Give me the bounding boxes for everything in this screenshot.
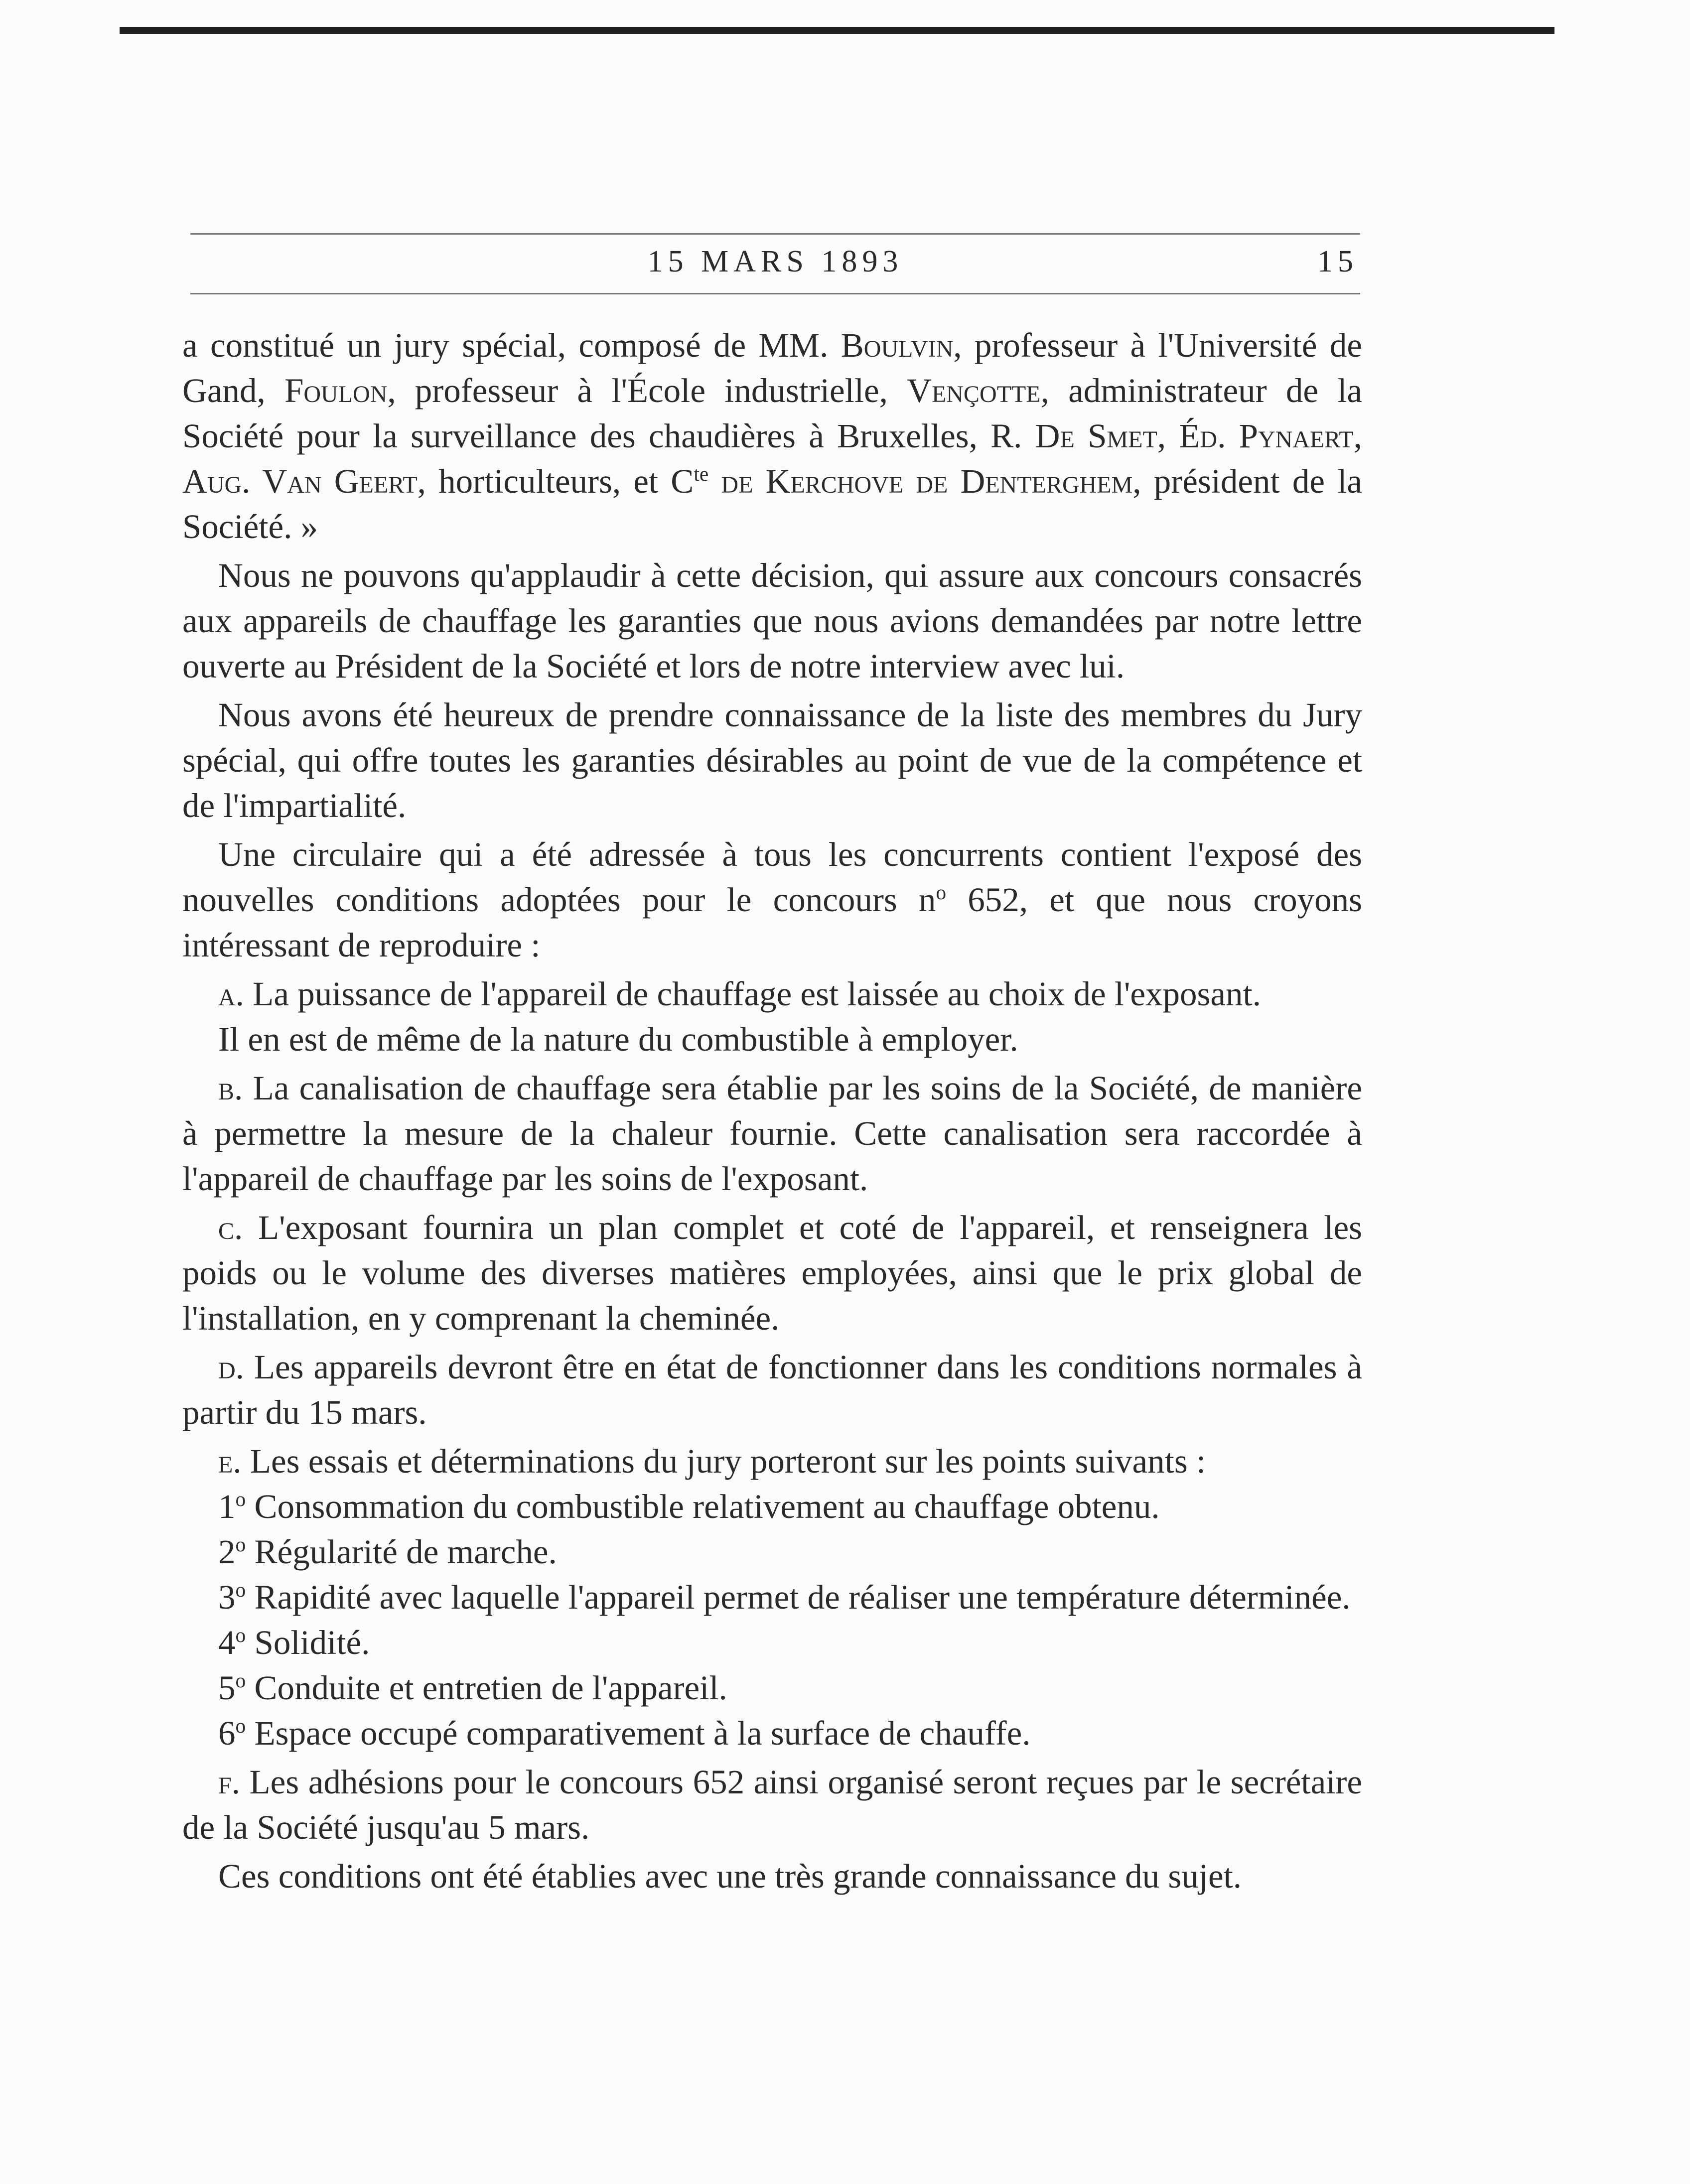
superscript-text: o [235,1669,246,1692]
small-caps-text: Vençotte [907,372,1041,410]
superscript-text: o [235,1488,246,1510]
superscript-text: o [235,1578,246,1601]
small-caps-text: b [218,1069,235,1107]
text-run: Solidité. [246,1624,370,1661]
paragraph [182,1439,1362,1484]
small-caps-text: e [218,1442,233,1480]
text-run: 4 [218,1624,236,1661]
paragraph [182,1017,1362,1062]
small-caps-text: Boulvin [841,326,954,364]
small-caps-text: Aug. Van Geert [182,462,418,500]
text-run: Ces conditions ont été établies avec une très grande connaissance du sujet. [218,1857,1242,1895]
small-caps-text: d [218,1348,236,1386]
paragraph [182,1620,1362,1665]
text-run: Nous ne pouvons qu'applaudir à cette décision, qui assure aux concours consacrés aux appareils de chauffage les garanties que nous avions demandées par notre lettre ouverte au Président de la Société et lors de notre interview avec lui. [182,556,1362,685]
paragraph [182,832,1362,968]
page-number: 15 [1317,245,1358,278]
paragraph [182,1575,1362,1620]
text-run [708,462,721,500]
text-run: . Les adhésions pour le concours 652 ainsi organisé seront reçues par le secrétaire de la Société jusqu'au 5 mars. [182,1763,1362,1846]
text-run: , président de la Société. » [182,462,1363,546]
text-run: Rapidité avec laquelle l'appareil permet de réaliser une température déterminée. [246,1578,1351,1616]
header-rule-bottom [190,293,1360,294]
small-caps-text: de Kerchove de Denterghem [721,462,1133,500]
small-caps-text: Foulon [284,372,388,410]
text-run: Conduite et entretien de l'appareil. [246,1669,727,1707]
text-run: 2 [218,1533,236,1571]
text-run: 3 [218,1578,236,1616]
paragraph [182,1665,1362,1711]
text-run: , professeur à l'Université de Gand, [182,326,1362,410]
paragraph [182,692,1362,828]
paragraph [182,1711,1362,1756]
text-run: . Les essais et déterminations du jury porteront sur les points suivants : [233,1442,1206,1480]
small-caps-text: a [218,975,236,1013]
superscript-text: o [235,1714,246,1737]
text-run: 5 [218,1669,236,1707]
text-run: Consommation du combustible relativement au chauffage obtenu. [246,1488,1160,1525]
text-run: Une circulaire qui a été adressée à tous les concurrents contient l'exposé des nouvelles conditions adoptées pour le concours n [182,835,1362,919]
text-run: Nous avons été heureux de prendre connaissance de la liste des membres du Jury spécial, qui offre toutes les garanties désirables au point de vue de la compétence et de l'impartialité. [182,696,1362,824]
text-run: , horticulteurs, et C [417,462,694,500]
text-run: , [1353,417,1362,455]
paragraph [182,1760,1362,1850]
text-run: . L'exposant fournira un plan complet et coté de l'appareil, et renseignera les poids ou le volume des diverses matières employées, ainsi que le prix global de l'installation, en y comprenant la cheminée. [182,1209,1362,1337]
text-run: 652, et que nous croyons intéressant de reproduire : [182,881,1363,964]
text-run: . La puissance de l'appareil de chauffage est laissée au choix de l'exposant. [235,975,1261,1013]
text-run: . La canalisation de chauffage sera établie par les soins de la Société, de manière à permettre la mesure de la chaleur fournie. Cette canalisation sera raccordée à l'appareil de chauffage par les soins de l'exposant. [182,1069,1362,1198]
text-run: Il en est de même de la nature du combustible à employer. [218,1020,1018,1058]
superscript-text: o [235,1624,246,1646]
text-run: . Les appareils devront être en état de fonctionner dans les conditions normales à partir du 15 mars. [182,1348,1362,1431]
text-run: 1 [218,1488,236,1525]
superscript-text: o [936,881,947,904]
paragraph [182,1345,1362,1435]
paragraph [182,1529,1362,1575]
running-head [190,234,1360,299]
paragraph [182,1066,1362,1202]
superscript-text: te [694,462,709,485]
text-run: , administrateur de la Société pour la surveillance des chaudières à Bruxelles, R. [182,372,1362,455]
paragraph [182,323,1362,549]
paragraph [182,553,1362,689]
running-head-title: 15 MARS 1893 [647,245,903,278]
text-run: Régularité de marche. [246,1533,557,1571]
small-caps-text: De Smet [1035,417,1157,455]
paragraph [182,1854,1362,1899]
scan-top-border [120,27,1554,34]
paragraph [182,1484,1362,1529]
body-text [182,323,1362,1899]
text-run: a constitué un jury spécial, composé de MM. [182,326,841,364]
text-run: , [1157,417,1179,455]
small-caps-text: c [218,1209,235,1246]
superscript-text: o [235,1533,246,1556]
text-run: Espace occupé comparativement à la surface de chauffe. [246,1714,1031,1752]
paragraph [182,1205,1362,1341]
text-run: , professeur à l'École industrielle, [387,372,907,410]
small-caps-text: Éd. Pynaert [1179,417,1354,455]
small-caps-text: f [218,1763,232,1801]
paragraph [182,971,1362,1017]
text-run: 6 [218,1714,236,1752]
